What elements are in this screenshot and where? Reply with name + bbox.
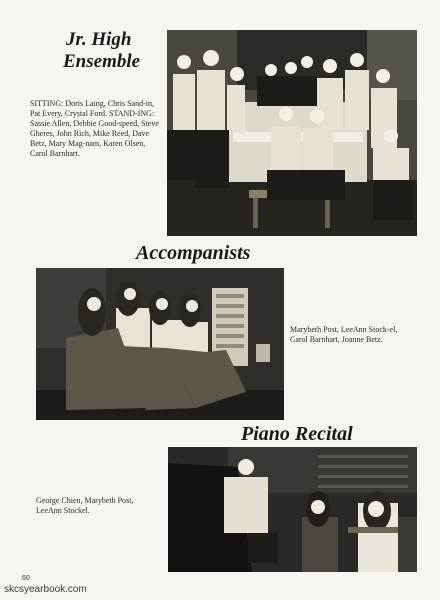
accompanists-title: Accompanists: [136, 242, 251, 264]
ensemble-photo: [167, 30, 417, 236]
accompanists-photo: [36, 268, 284, 420]
site-watermark: skcsyearbook.com: [4, 584, 87, 595]
ensemble-title-line1: Jr. High: [66, 29, 132, 50]
recital-title: Piano Recital: [241, 423, 353, 445]
page-number: 60: [22, 575, 30, 582]
ensemble-title-line2: Ensemble: [63, 51, 141, 72]
recital-caption: George Chien, Marybeth Post, LeeAnn Stockel.: [36, 496, 134, 515]
accompanists-caption: Marybeth Post, LeeAnn Stock-el, Carol Barnhart, Joanne Betz.: [290, 325, 398, 344]
recital-photo: [168, 447, 417, 572]
ensemble-caption: SITTING: Doris Laing, Chris Sand-in, Pat Every, Crystal Ford. STAND-ING: Sassie Allen, Debbie Good-speed, Steve Gheres, John Rich, Mike Reed, Dave Betz, Mary Mag-nam, Karen Olsen, Carol Barnhart.: [30, 99, 159, 158]
